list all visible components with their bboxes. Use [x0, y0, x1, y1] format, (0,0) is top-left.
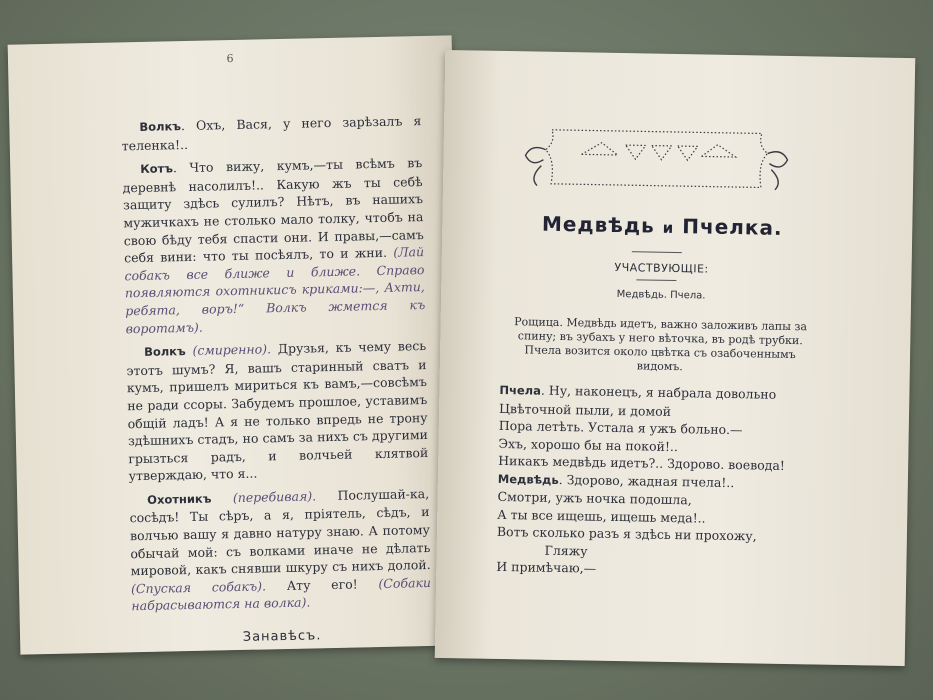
cast-list: Медвѣдь. Пчела.: [616, 288, 706, 302]
story-title: [522, 211, 802, 240]
speech-text: Друзья, къ чему весь этотъ шумъ? Я, вашъ старинный сватъ и кумъ, пришелъ мириться къ вамъ,—совсѣмъ не ради ссоры. Забудемъ прошлое, уставимъ общій ладъ! А я не только впредь не трону здѣшнихъ стадъ, но самъ за нихъ съ другими грызться радъ, и волчьей клятвой утверждаю, что я...: [126, 338, 429, 484]
curtain-text: Занавѣсъ.: [242, 628, 322, 645]
verse-text: Вотъ сколько разъ я здѣсь ни прохожу,: [496, 523, 757, 544]
verse-text: Гляжу: [544, 542, 588, 559]
title-word: и: [662, 218, 675, 237]
divider: [636, 279, 676, 281]
verse-text: Смотри, ужъ ночка подошла,: [497, 488, 692, 508]
speech-text: . Охъ, Вася, у него зарѣзалъ я теленка!..: [121, 113, 422, 153]
stage-remark: (Спуская собакъ).: [130, 578, 267, 597]
title-word: Пчелка.: [682, 214, 783, 240]
cast-heading: УЧАСТВУЮЩІЕ:: [614, 260, 709, 276]
verse-text: Никакъ медвѣдь идетъ?.. Здорово. воевода!: [498, 452, 786, 473]
title-word: Медвѣдь: [541, 211, 656, 238]
speaker-name: Волкъ: [143, 344, 186, 360]
verse-text: Цвѣточной пыли, и домой: [498, 400, 672, 419]
page-number: 6: [226, 51, 234, 66]
verse-text: . Здорово, жадная пчела!..: [558, 471, 735, 490]
verse-text: И примѣчаю,—: [496, 558, 597, 576]
right-page: [435, 50, 916, 666]
paragraph: [126, 337, 429, 485]
speaker-name: Котъ: [140, 161, 174, 177]
stage-remark: (перебивая).: [211, 488, 317, 506]
paragraph: [122, 154, 426, 337]
speaker-name: Пчела: [499, 382, 542, 398]
verse-text: Пора летѣть. Устала я ужъ больно.—: [498, 417, 743, 438]
paragraph: [121, 112, 422, 154]
speech-text: Послушай-ка, сосѣдъ! Ты сѣръ, а я, пріятель, сѣдъ, и волчью вашу я давно натуру знаю. А потому обычай мой: съ волками иначе не дѣлать мировой, какъ снявши шкуру съ нихъ долой.: [129, 485, 431, 579]
divider: [632, 251, 682, 253]
stage-direction: Рощица. Медвѣдь идетъ, важно заложивъ лапы за спину; въ зубахъ у него вѣточка, въ родѣ трубки. Пчела возится около цвѣтка съ озабоченнымъ видомъ.: [514, 315, 808, 374]
speaker-name: Охотникъ: [147, 491, 212, 507]
stage-remark: (смиренно).: [185, 341, 272, 359]
verse-text: А ты все ищешь, ищешь меда!..: [497, 506, 706, 526]
speaker-name: Медвѣдь: [497, 471, 559, 487]
stage-remark: (Собаки набрасываются на волка).: [131, 574, 432, 614]
left-text-column: [121, 112, 432, 649]
paragraph: [129, 485, 432, 615]
left-page: [8, 35, 465, 654]
verse-text: Эхъ, хорошо бы на покой!..: [498, 435, 679, 454]
speech-text: Ату его!: [265, 576, 358, 594]
verse-block: [496, 381, 829, 581]
speaker-name: Волкъ: [139, 119, 182, 134]
speech-text: . Что вижу, кумъ,—ты всѣмъ въ деревнѣ насолилъ!.. Какую жъ ты себѣ защиту здѣсь сулилъ? Нѣтъ, въ нашихъ мужичкахъ не столько мало толку, чтобъ на свою бѣду тебя спасти они. И правы,—самъ себя вини: что ты посѣялъ, то и жни.: [122, 155, 424, 266]
verse-text: . Ну, наконецъ, я набрала довольно: [540, 382, 777, 402]
stage-remark: (Лай собакъ все ближе и ближе. Справо появляются охотникиcъ криками:—, Ахти, ребята, воръ!“ Волкъ жмется къ воротамъ).: [124, 244, 426, 336]
decorative-ornament: [521, 121, 792, 196]
